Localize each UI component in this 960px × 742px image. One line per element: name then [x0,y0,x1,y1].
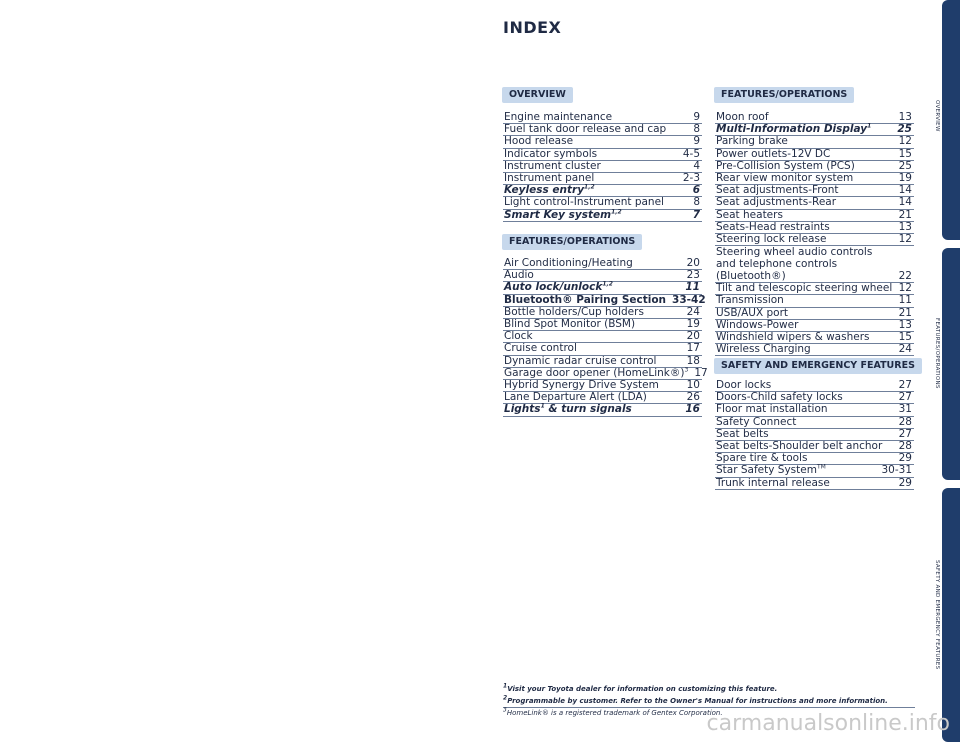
index-entry-page: 13 [898,220,912,233]
index-entry-label: Hybrid Synergy Drive System [504,379,659,392]
index-entry-label: Indicator symbols [504,147,598,160]
index-entry-page: 19 [898,172,912,185]
section-heading-features-right: FEATURES/OPERATIONS [714,87,854,103]
index-entry-label: Rear view monitor system [716,172,854,185]
index-entry-page: 25 [897,123,912,136]
index-entry-page: 27 [898,391,912,404]
footnote-1: $^1$Visit your Toyota dealer for information on customizing this feature. [503,682,778,693]
index-entry-label: Garage door opener (HomeLink®)$^3$ [504,366,689,379]
index-entry-page: 21 [898,208,912,221]
section-heading-overview: OVERVIEW [502,87,573,103]
index-entry-page: 17 [694,366,708,379]
section-heading-safety: SAFETY AND EMERGENCY FEATURES [714,358,922,374]
index-entry-page: 26 [686,391,700,404]
index-entry-label: Engine maintenance [504,111,613,123]
index-entry-label: Transmission [716,294,784,307]
index-entry-label: Hood release [504,135,574,148]
index-entry-page: 13 [898,111,912,123]
index-entry [715,234,914,246]
index-entry-page: 31 [898,403,912,416]
index-entry-page: 11 [685,281,700,294]
index-entry-label: Audio [504,269,534,282]
index-entry-page: 27 [898,427,912,440]
index-entry-label: Star Safety System™ [716,463,826,477]
index-entry-page: 33-42 [672,293,706,306]
index-entry [503,210,702,222]
index-entry-page: 14 [898,184,912,197]
index-entry-page: 4 [693,159,700,172]
index-entry-page: 30-31 [881,464,912,477]
index-entry-page: 7 [692,208,700,221]
index-entry-page: 9 [693,111,700,123]
index-entry-label: Spare tire & tools [716,452,808,465]
side-label-features: FEATURES/OPERATIONS [934,318,940,389]
index-entry-page: 29 [898,476,912,489]
index-entry-label: Instrument panel [504,172,595,185]
index-entry-page: 12 [898,233,912,246]
index-entry-label: Seat adjustments-Rear [716,196,837,209]
watermark: carmanualsonline.info [706,711,950,736]
index-entry-label: Bluetooth® Pairing Section [504,293,667,306]
index-entry-label: Cruise control [504,342,577,355]
footnote-2: $^2$Programmable by customer. Refer to the Owner's Manual for instructions and more information. [503,694,888,705]
footnote-3: $^3$HomeLink® is a registered trademark of Gentex Corporation. [503,706,723,717]
index-entry-page: 17 [686,342,700,355]
index-entry-label: Fuel tank door release and cap [504,123,667,136]
index-entry-label: Seat heaters [716,208,783,221]
index-entry-label: Parking brake [716,135,788,148]
index-entry-page: 28 [898,440,912,453]
index-entry-page: 15 [898,331,912,344]
index-entry-label: Multi-Information Display$^1$ [716,122,872,136]
tab-overview[interactable] [942,0,960,240]
index-entry [503,404,702,416]
index-entry-page: 8 [693,123,700,136]
index-entry-label: Steering wheel audio controls and telephone controls (Bluetooth®) [716,246,873,283]
index-entry-label: Windows-Power [716,318,799,331]
tab-features-operations[interactable] [942,248,960,480]
index-entry-page: 14 [898,196,912,209]
index-entry-page: 10 [686,379,700,392]
index-entry-page: 4-5 [682,147,700,160]
footnote-divider [503,707,915,708]
index-entry-label: Smart Key system$^{1,2}$ [504,208,622,221]
index-entry-label: Trunk internal release [716,476,830,489]
index-entry-page: 28 [898,415,912,428]
index-entry-page: 16 [685,403,700,416]
index-list-overview [503,112,702,222]
index-list-features-left [503,257,708,417]
index-entry-page: 8 [693,196,700,209]
index-entry-label: Bottle holders/Cup holders [504,305,644,318]
index-entry-label: Dynamic radar cruise control [504,354,657,367]
index-entry-page: 18 [686,354,700,367]
index-entry-page: 19 [686,318,700,331]
index-entry-label: Seat belts-Shoulder belt anchor [716,440,883,453]
section-heading-features-left: FEATURES/OPERATIONS [502,234,642,250]
index-entry-label: Power outlets-12V DC [716,147,831,160]
index-entry [715,246,914,283]
side-label-overview: OVERVIEW [934,100,940,132]
index-entry-label: Moon roof [716,111,769,123]
index-entry-label: Windshield wipers & washers [716,331,870,344]
index-entry-page: 20 [686,257,700,269]
index-entry-page: 11 [898,294,912,307]
index-entry-page: 15 [898,147,912,160]
index-entry-page: 12 [898,282,912,295]
index-entry-label: Tilt and telescopic steering wheel [716,282,893,295]
index-entry-label: Blind Spot Monitor (BSM) [504,318,636,331]
index-entry-label: Seat belts [716,427,769,440]
index-list-safety [715,380,914,490]
index-entry-label: Clock [504,330,533,343]
index-entry-label: Air Conditioning/Heating [504,257,633,269]
index-entry-page: 29 [898,452,912,465]
index-entry [715,478,914,490]
page-title: INDEX [503,18,562,37]
index-entry-label: Safety Connect [716,415,797,428]
index-entry-page: 27 [898,379,912,391]
index-entry-label: Auto lock/unlock$^{1,2}$ [504,280,613,294]
index-entry-page: 24 [686,305,700,318]
index-entry-label: Floor mat installation [716,403,828,416]
index-entry-page: 24 [898,343,912,356]
index-entry-label: Steering lock release [716,233,827,246]
index-entry-label: Seat adjustments-Front [716,184,839,197]
tab-safety-emergency[interactable] [942,488,960,742]
index-entry-label: USB/AUX port [716,306,789,319]
index-entry-label: Door locks [716,379,772,391]
index-entry-label: Light control-Instrument panel [504,196,664,209]
index-entry-page: 20 [686,330,700,343]
side-label-safety: SAFETY AND EMERGENCY FEATURES [934,560,940,670]
index-entry-page: 21 [898,306,912,319]
index-entry-page: 23 [686,269,700,282]
index-entry-label: Wireless Charging [716,343,811,356]
index-entry-page: 12 [898,135,912,148]
index-entry-label: Lane Departure Alert (LDA) [504,391,647,404]
index-entry-page: 9 [693,135,700,148]
index-entry-page: 22 [898,270,912,283]
index-entry-label: Lights$^1$ & turn signals [504,402,632,416]
index-list-features-right [715,112,914,356]
index-entry-page: 2-3 [682,172,700,185]
index-entry [715,344,914,356]
index-entry-label: Pre-Collision System (PCS) [716,159,855,172]
index-entry-page: 6 [692,184,700,197]
index-entry-label: Keyless entry$^{1,2}$ [504,183,595,197]
index-entry-label: Seats-Head restraints [716,220,830,233]
index-entry-label: Doors-Child safety locks [716,391,843,404]
index-entry-page: 13 [898,318,912,331]
index-entry-label: Instrument cluster [504,159,601,172]
index-entry-page: 25 [898,159,912,172]
